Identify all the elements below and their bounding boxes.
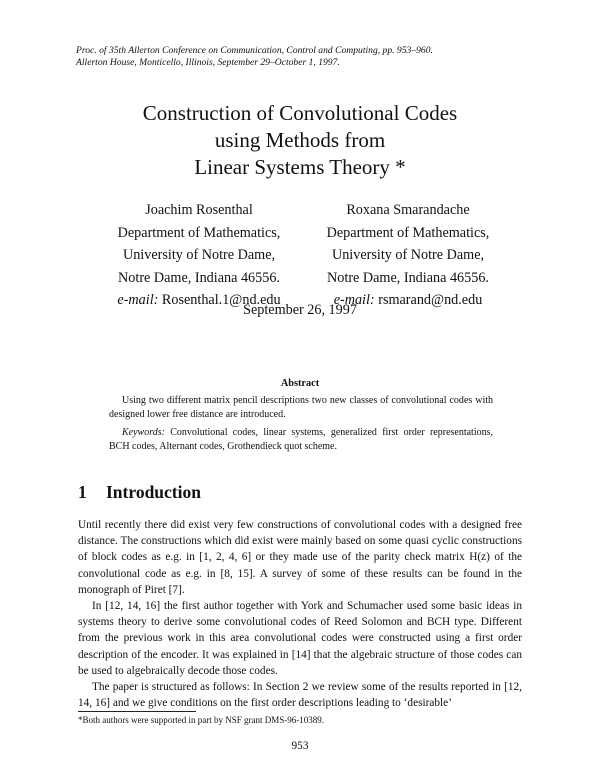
- title-line-1: Construction of Convolutional Codes: [142, 101, 458, 125]
- email-label: e-mail:: [117, 292, 159, 308]
- page-number: 953: [291, 740, 309, 752]
- section-number: 1: [78, 482, 87, 502]
- proceedings-line-2: Allerton House, Monticello, Illinois, September 29–October 1, 1997.: [76, 56, 340, 68]
- section-title: Introduction: [106, 482, 201, 502]
- section-heading: [78, 482, 201, 503]
- abstract-text: Using two different matrix pencil descriptions two new classes of convolutional codes with designed lower free distance are introduced.: [109, 395, 493, 420]
- body-paragraph-3: The paper is structured as follows: In Section 2 we review some of the results reported in [12, 14, 16] and we give conditions on the first order descriptions leading to ‘desirable’: [78, 681, 522, 710]
- author-email[interactable]: rsmarand@nd.edu: [378, 292, 483, 308]
- email-label: e-mail:: [333, 292, 375, 308]
- abstract-heading: Abstract: [280, 378, 320, 389]
- title-line-2: using Methods from: [214, 128, 386, 152]
- author-city: Notre Dame, Indiana 46556.: [118, 269, 280, 286]
- author-department: Department of Mathematics,: [117, 224, 281, 241]
- proceedings-line-1: Proc. of 35th Allerton Conference on Communication, Control and Computing, pp. 953–960.: [76, 45, 433, 56]
- author-name: Joachim Rosenthal: [145, 202, 253, 218]
- footnote-divider: [78, 711, 196, 712]
- body-paragraph-1: Until recently there did exist very few constructions of convolutional codes with a designed free distance. The constructions which did exist were mainly based on some quasi cyclic constructions of block codes as e.g. in [1, 2, 4, 6] or they made use of the parity check matrix H(z) of the convolutional code as e.g. in [8, 15]. A survey of some of these results can be found in the monograph of Piret [7].: [78, 519, 522, 596]
- keywords-text: Convolutional codes, linear systems, generalized first order representations, BCH codes, Alternant codes, Grothendieck quot scheme.: [109, 427, 494, 452]
- author-block-rosenthal: [104, 199, 294, 312]
- author-email[interactable]: Rosenthal.1@nd.edu: [161, 292, 281, 308]
- footnote: *Both authors were supported in part by NSF grant DMS-96-10389.: [78, 715, 324, 725]
- author-university: University of Notre Dame,: [331, 247, 485, 263]
- section-body: [78, 517, 522, 711]
- author-city: Notre Dame, Indiana 46556.: [327, 269, 489, 286]
- proceedings-header: [76, 45, 546, 68]
- abstract-body: [109, 394, 493, 453]
- title-line-3: Linear Systems Theory *: [194, 155, 406, 179]
- body-paragraph-2: In [12, 14, 16] the first author together with York and Schumacher used some basic ideas in systems theory to derive some convolutional codes of Reed Solomon and BCH type. Different from the previous work in this area convolutional codes were constructed using a first order description of the encoder. It was explained in [14] that the algebraic structure of those codes can be used to algebraically decode those codes.: [78, 600, 522, 677]
- author-name: Roxana Smarandache: [346, 202, 470, 218]
- paper-date: September 26, 1997: [243, 302, 357, 318]
- author-block-smarandache: [308, 199, 508, 312]
- author-department: Department of Mathematics,: [326, 224, 490, 241]
- keywords-label: Keywords:: [122, 427, 165, 439]
- author-university: University of Notre Dame,: [122, 247, 276, 263]
- paper-title: [0, 100, 600, 181]
- keywords-paragraph: [109, 426, 493, 453]
